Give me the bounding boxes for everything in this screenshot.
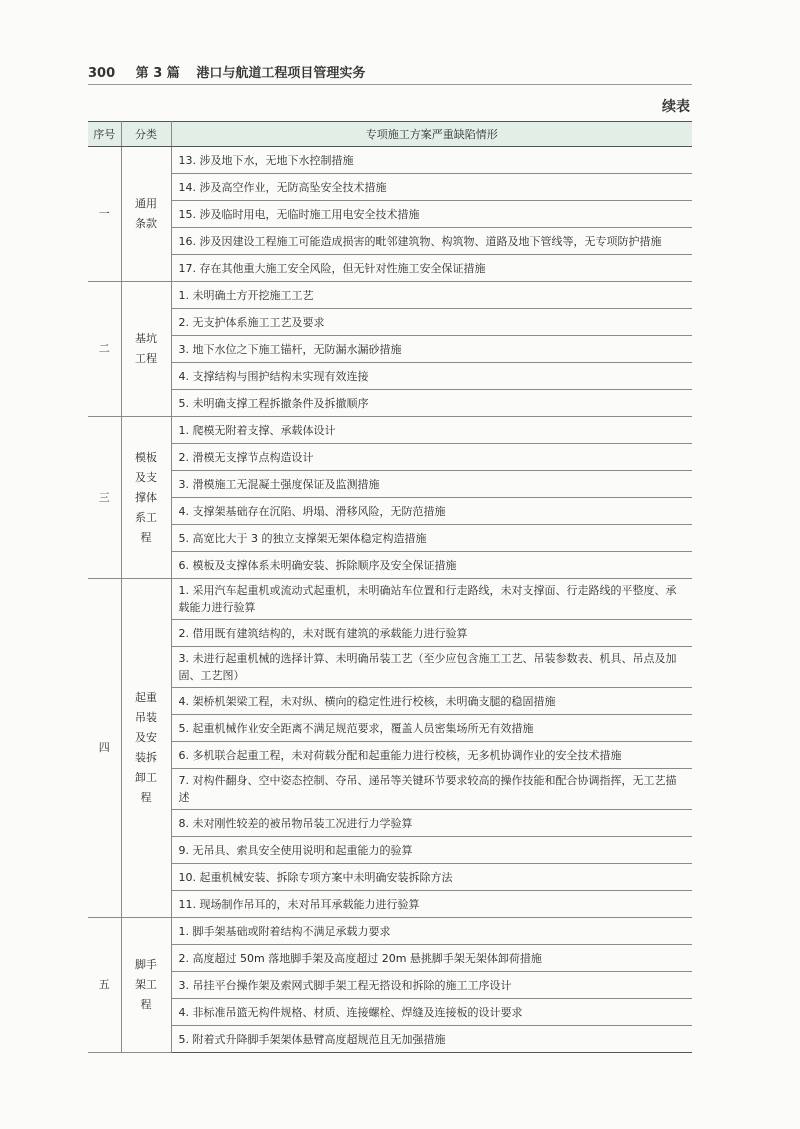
table-row [88, 390, 692, 417]
table-row [88, 999, 692, 1026]
table-row [88, 228, 692, 255]
defect-item: 14. 涉及高空作业，无防高坠安全技术措施 [171, 174, 692, 201]
group-category-cell [121, 918, 171, 1053]
defect-item: 15. 涉及临时用电，无临时施工用电安全技术措施 [171, 201, 692, 228]
table-row [88, 769, 692, 810]
group-category-cell [121, 282, 171, 417]
group-index: 一 [88, 147, 121, 282]
table-row [88, 715, 692, 742]
continued-label: 续表 [662, 99, 690, 115]
table-row [88, 891, 692, 918]
column-header-content: 专项施工方案严重缺陷情形 [171, 122, 692, 147]
defect-item: 10. 起重机械安装、拆除专项方案中未明确安装拆除方法 [171, 864, 692, 891]
table-row [88, 647, 692, 688]
group-category: 脚手架工程 [135, 958, 157, 1011]
page-header [88, 62, 688, 81]
defect-item: 2. 高度超过 50m 落地脚手架及高度超过 20m 悬挑脚手架无架体卸荷措施 [171, 945, 692, 972]
defect-item: 5. 起重机械作业安全距离不满足规范要求，覆盖人员密集场所无有效措施 [171, 715, 692, 742]
table-row [88, 309, 692, 336]
table-row [88, 688, 692, 715]
defect-item: 13. 涉及地下水，无地下水控制措施 [171, 147, 692, 174]
table-row [88, 444, 692, 471]
table-row [88, 918, 692, 945]
defect-item: 6. 模板及支撑体系未明确安装、拆除顺序及安全保证措施 [171, 552, 692, 579]
defect-item: 4. 非标准吊篮无构件规格、材质、连接螺栓、焊缝及连接板的设计要求 [171, 999, 692, 1026]
defect-item: 8. 未对刚性较差的被吊物吊装工况进行力学验算 [171, 810, 692, 837]
table-row [88, 837, 692, 864]
part-label: 第 3 篇 [135, 66, 180, 81]
table-row [88, 147, 692, 174]
defect-item: 1. 爬模无附着支撑、承载体设计 [171, 417, 692, 444]
table-row [88, 1026, 692, 1053]
table-row [88, 282, 692, 309]
defect-item: 4. 支撑结构与围护结构未实现有效连接 [171, 363, 692, 390]
defect-item: 16. 涉及因建设工程施工可能造成损害的毗邻建筑物、构筑物、道路及地下管线等，无专项防护措施 [171, 228, 692, 255]
defect-item: 2. 滑模无支撑节点构造设计 [171, 444, 692, 471]
table-row [88, 810, 692, 837]
table-row [88, 579, 692, 620]
defect-item: 11. 现场制作吊耳的，未对吊耳承载能力进行验算 [171, 891, 692, 918]
table-body [88, 147, 692, 1053]
table-row [88, 498, 692, 525]
defect-item: 2. 无支护体系施工工艺及要求 [171, 309, 692, 336]
table-row [88, 525, 692, 552]
group-category: 基坑工程 [135, 332, 157, 365]
page-number: 300 [88, 66, 116, 81]
table-row [88, 972, 692, 999]
defect-item: 5. 未明确支撑工程拆撤条件及拆撤顺序 [171, 390, 692, 417]
table-row [88, 471, 692, 498]
table-row [88, 336, 692, 363]
defect-item: 6. 多机联合起重工程，未对荷载分配和起重能力进行校核，无多机协调作业的安全技术措施 [171, 742, 692, 769]
defect-item: 3. 滑模施工无混凝土强度保证及监测措施 [171, 471, 692, 498]
defect-item: 1. 未明确土方开挖施工工艺 [171, 282, 692, 309]
group-category-cell [121, 417, 171, 579]
defect-item: 4. 架桥机架梁工程，未对纵、横向的稳定性进行校核，未明确支腿的稳固措施 [171, 688, 692, 715]
table-row [88, 552, 692, 579]
table-row [88, 201, 692, 228]
defect-item: 7. 对构件翻身、空中姿态控制、夺吊、递吊等关键环节要求较高的操作技能和配合协调指挥，无工艺描述 [171, 769, 692, 810]
table-row [88, 255, 692, 282]
table-row [88, 363, 692, 390]
defect-item: 17. 存在其他重大施工安全风险，但无针对性施工安全保证措施 [171, 255, 692, 282]
table-row [88, 620, 692, 647]
group-index: 五 [88, 918, 121, 1053]
group-index: 三 [88, 417, 121, 579]
header-rule [88, 84, 692, 85]
defect-item: 3. 吊挂平台操作架及索网式脚手架工程无搭设和拆除的施工工序设计 [171, 972, 692, 999]
defect-item: 1. 脚手架基础或附着结构不满足承载力要求 [171, 918, 692, 945]
defect-item: 9. 无吊具、索具安全使用说明和起重能力的验算 [171, 837, 692, 864]
group-category-cell [121, 579, 171, 918]
defect-item: 3. 地下水位之下施工锚杆，无防漏水漏砂措施 [171, 336, 692, 363]
defect-item: 4. 支撑架基础存在沉陷、坍塌、滑移风险，无防范措施 [171, 498, 692, 525]
table-row [88, 742, 692, 769]
group-index: 二 [88, 282, 121, 417]
group-category: 模板及支撑体系工程 [135, 450, 157, 544]
group-category-cell [121, 147, 171, 282]
table-header-row [88, 122, 692, 147]
defect-item: 5. 高宽比大于 3 的独立支撑架无架体稳定构造措施 [171, 525, 692, 552]
table-row [88, 945, 692, 972]
group-index: 四 [88, 579, 121, 918]
column-header-category: 分类 [121, 122, 171, 147]
book-title: 港口与航道工程项目管理实务 [196, 66, 366, 81]
defect-item: 5. 附着式升降脚手架架体悬臂高度超规范且无加强措施 [171, 1026, 692, 1053]
group-category: 通用条款 [135, 197, 157, 230]
defect-item: 3. 未进行起重机械的选择计算、未明确吊装工艺（至少应包含施工工艺、吊装参数表、机具、吊点及加固、工艺图） [171, 647, 692, 688]
defect-item: 1. 采用汽车起重机或流动式起重机，未明确站车位置和行走路线，未对支撑面、行走路线的平整度、承载能力进行验算 [171, 579, 692, 620]
table-row [88, 864, 692, 891]
table-row [88, 417, 692, 444]
group-category: 起重吊装及安装拆卸工程 [135, 691, 157, 804]
column-header-index: 序号 [88, 122, 121, 147]
defect-item: 2. 借用既有建筑结构的，未对既有建筑的承载能力进行验算 [171, 620, 692, 647]
table-row [88, 174, 692, 201]
defects-table [88, 121, 692, 1053]
